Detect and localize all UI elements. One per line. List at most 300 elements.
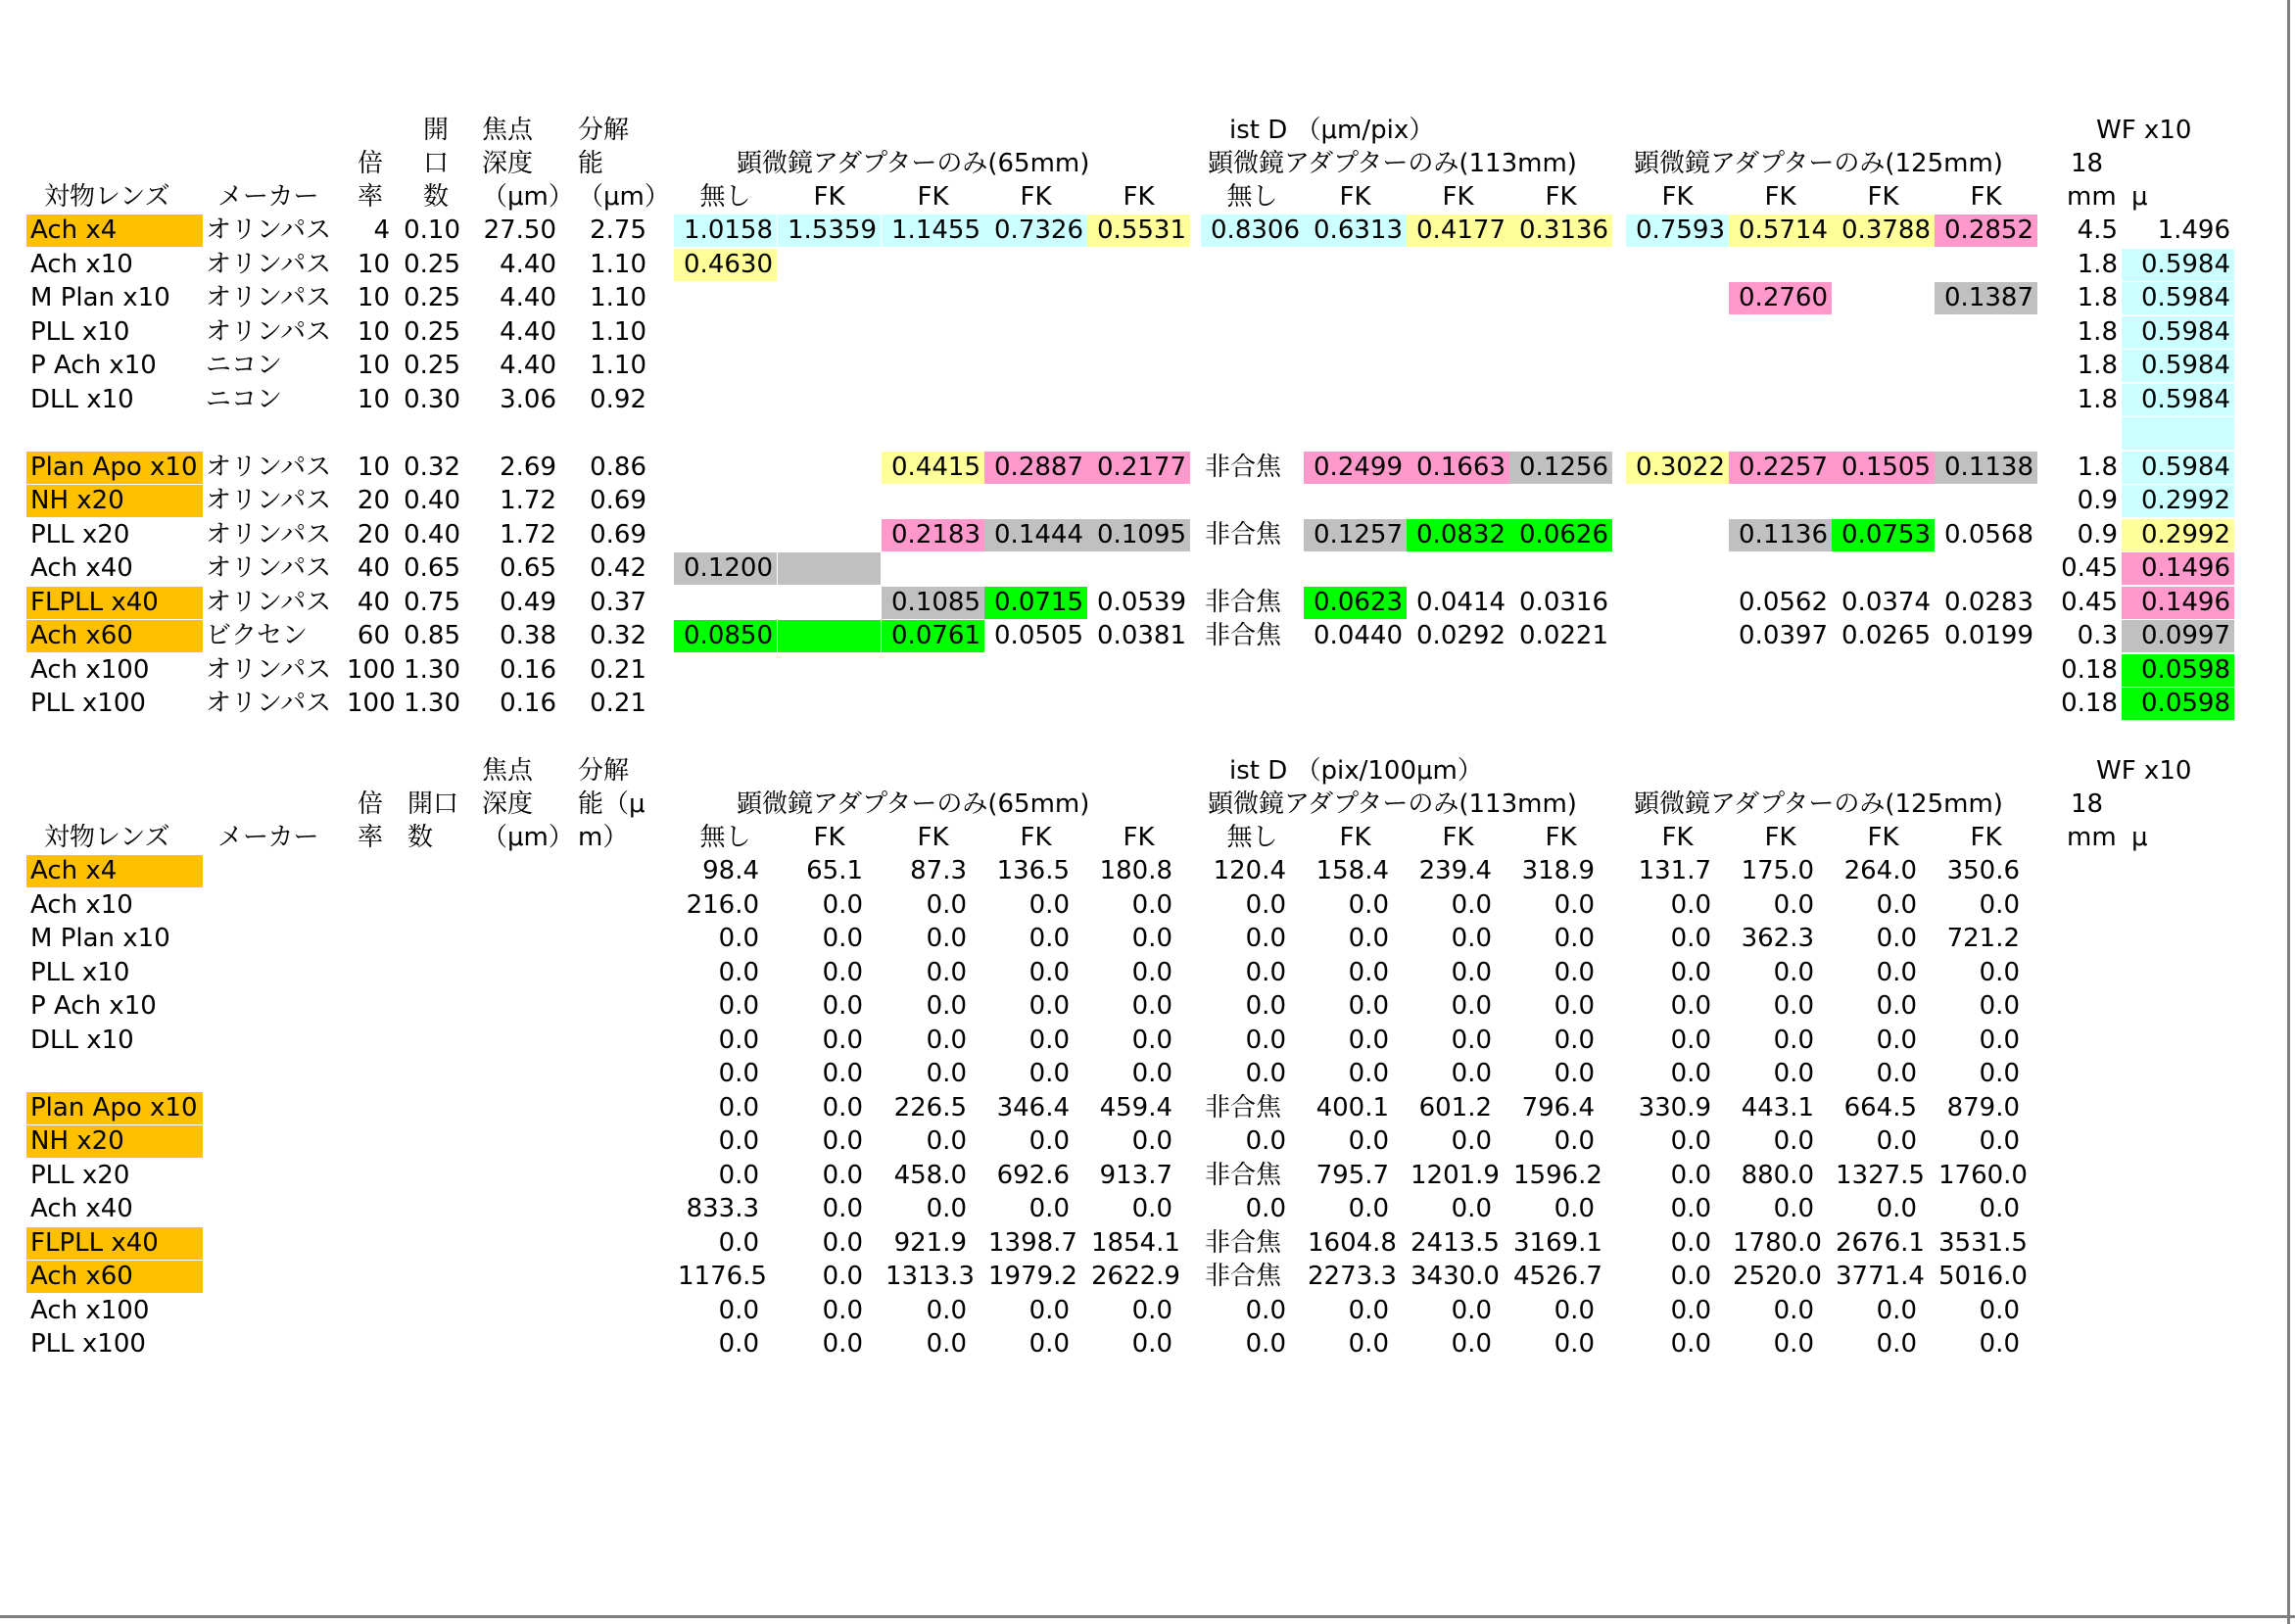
wf-mm: [2047, 417, 2122, 450]
value-cell: [882, 316, 984, 349]
value-cell: [1509, 384, 1612, 416]
wf-mu: 0.0598: [2122, 688, 2234, 720]
value-cell: 0.1256: [1509, 452, 1612, 484]
value-cell: 0.0283: [1944, 588, 2033, 617]
value-cell: 0.0: [926, 958, 967, 987]
value-cell: [1407, 282, 1509, 314]
resolution: 0.69: [590, 486, 646, 515]
value-cell: 0.0: [1773, 991, 1814, 1021]
lens-name: NH x20: [26, 1125, 203, 1158]
column-header-3: FK: [1020, 182, 1052, 212]
value-cell: [984, 282, 1087, 314]
value-cell: [1832, 654, 1935, 687]
value-cell: 0.0: [1028, 1296, 1070, 1325]
value-cell: 0.0: [822, 890, 863, 920]
value-cell: 0.0: [1348, 1026, 1389, 1055]
group-65mm: 顕微鏡アダプターのみ(65mm): [737, 789, 1090, 819]
value-cell: [984, 350, 1087, 382]
lens-name: Ach x40: [30, 553, 133, 583]
lens-name: Ach x4: [26, 215, 203, 247]
value-cell: 1176.5: [678, 1262, 767, 1291]
value-cell: 0.0: [926, 991, 967, 1021]
value-cell: [1626, 688, 1729, 720]
value-cell: 0.0: [1348, 924, 1389, 953]
value-cell: 264.0: [1843, 856, 1917, 885]
wf-mm: 0.18: [2061, 655, 2118, 685]
header-dof-0: 焦点: [482, 116, 534, 145]
wf-mm: 0.18: [2061, 689, 2118, 718]
value-cell: 0.1200: [674, 552, 777, 585]
magnification: 100: [347, 689, 396, 718]
column-header-11: FK: [1867, 182, 1899, 212]
value-cell: [882, 654, 984, 687]
value-cell: [1087, 350, 1190, 382]
value-cell: [1407, 552, 1509, 585]
value-cell: [1626, 519, 1729, 551]
lens-name: Ach x100: [30, 1296, 150, 1325]
value-cell: 1398.7: [988, 1228, 1077, 1258]
value-cell: 0.0: [1670, 1262, 1711, 1291]
value-cell: [1832, 316, 1935, 349]
value-cell: 0.0539: [1097, 588, 1186, 617]
numerical-aperture: 0.25: [404, 283, 460, 312]
value-cell: [674, 384, 777, 416]
value-cell: 0.0: [1670, 1059, 1711, 1088]
value-cell: 0.3788: [1832, 215, 1935, 247]
value-cell: 0.0: [718, 1093, 759, 1122]
value-cell: 0.0: [1348, 1126, 1389, 1156]
value-cell: 0.0: [1451, 1329, 1492, 1359]
value-cell: [1407, 485, 1509, 517]
value-cell: [1626, 249, 1729, 281]
value-cell: [674, 587, 777, 619]
value-cell: 0.0: [718, 1026, 759, 1055]
value-cell: [1509, 316, 1612, 349]
value-cell: 0.0: [822, 1228, 863, 1258]
header-mag-0: 倍: [358, 789, 384, 819]
value-cell: [1729, 384, 1832, 416]
value-cell: 3771.4: [1836, 1262, 1925, 1291]
header-mu: μ: [2131, 182, 2148, 212]
lens-name: Ach x100: [30, 655, 150, 685]
value-cell: [1626, 282, 1729, 314]
value-cell: [1509, 350, 1612, 382]
value-cell: 0.1387: [1935, 282, 2037, 314]
numerical-aperture: 0.75: [404, 588, 460, 617]
value-cell: 0.0: [1245, 991, 1286, 1021]
value-cell: [1832, 688, 1935, 720]
value-cell: 0.0: [926, 1194, 967, 1223]
wf-mm: 1.8: [2077, 250, 2118, 279]
value-cell: [1626, 316, 1729, 349]
maker-name: ビクセン: [206, 621, 309, 650]
value-cell: 0.7326: [984, 215, 1087, 247]
value-cell: 0.0: [1131, 1059, 1172, 1088]
value-cell: 0.0: [1028, 1329, 1070, 1359]
resolution: 2.75: [590, 215, 646, 245]
value-cell: 0.0: [1245, 1296, 1286, 1325]
value-cell: 0.0381: [1097, 621, 1186, 650]
magnification: 10: [357, 250, 390, 279]
value-cell: 0.7593: [1626, 215, 1729, 247]
value-cell: 0.0265: [1841, 621, 1931, 650]
value-cell: 362.3: [1741, 924, 1814, 953]
wf-mu: 0.5984: [2122, 350, 2234, 382]
header-na-0: 開口: [407, 789, 459, 819]
value-cell: 1979.2: [988, 1262, 1077, 1291]
value-cell: [778, 316, 881, 349]
numerical-aperture: [394, 417, 464, 450]
value-cell: 0.0: [1876, 1059, 1917, 1088]
resolution: 1.10: [590, 351, 646, 380]
value-cell: 1596.2: [1513, 1161, 1602, 1190]
resolution: 1.10: [590, 317, 646, 347]
value-cell: 0.1085: [882, 587, 984, 619]
value-cell: 0.1138: [1935, 452, 2037, 484]
value-cell: 0.0: [718, 1228, 759, 1258]
resolution: 1.10: [590, 283, 646, 312]
value-cell: 0.0440: [1314, 621, 1403, 650]
value-cell: [1304, 384, 1407, 416]
value-cell: 0.0: [718, 1161, 759, 1190]
value-cell: 0.0: [822, 1161, 863, 1190]
wf-mm: 0.9: [2077, 520, 2118, 549]
value-cell: [882, 249, 984, 281]
column-header-11: FK: [1867, 823, 1899, 852]
maker-name: [202, 417, 349, 450]
lens-name: PLL x20: [30, 1161, 130, 1190]
value-cell: [1201, 249, 1304, 281]
value-cell: [984, 485, 1087, 517]
value-cell: 非合焦: [1205, 520, 1282, 549]
depth-of-focus: 1.72: [500, 486, 556, 515]
value-cell: 0.0: [1245, 890, 1286, 920]
value-cell: 0.0: [822, 1329, 863, 1359]
column-header-4: FK: [1123, 823, 1155, 852]
value-cell: 0.0: [822, 1194, 863, 1223]
maker-name: オリンパス: [206, 317, 332, 347]
value-cell: [1626, 587, 1729, 619]
value-cell: 0.0715: [984, 587, 1087, 619]
value-cell: 3531.5: [1938, 1228, 2028, 1258]
value-cell: 0.0: [1028, 924, 1070, 953]
value-cell: 0.3022: [1626, 452, 1729, 484]
value-cell: 0.0: [822, 1059, 863, 1088]
value-cell: [1626, 417, 1729, 450]
value-cell: [674, 654, 777, 687]
value-cell: [1935, 552, 2037, 585]
value-cell: 131.7: [1638, 856, 1711, 885]
value-cell: 0.0: [1451, 991, 1492, 1021]
value-cell: 0.0505: [994, 621, 1083, 650]
value-cell: [1509, 249, 1612, 281]
value-cell: [778, 282, 881, 314]
value-cell: [778, 519, 881, 551]
value-cell: 459.4: [1099, 1093, 1172, 1122]
value-cell: [1935, 316, 2037, 349]
group-113mm: 顕微鏡アダプターのみ(113mm): [1208, 149, 1577, 178]
value-cell: 0.0: [926, 1026, 967, 1055]
value-cell: 180.8: [1099, 856, 1172, 885]
maker-name: オリンパス: [206, 453, 332, 482]
wf-mm: 1.8: [2077, 283, 2118, 312]
value-cell: 601.2: [1418, 1093, 1492, 1122]
maker-name: オリンパス: [206, 486, 332, 515]
value-cell: [1407, 417, 1509, 450]
value-cell: [1407, 384, 1509, 416]
value-cell: 0.0: [1028, 890, 1070, 920]
value-cell: 0.0: [926, 1059, 967, 1088]
value-cell: [778, 654, 881, 687]
value-cell: 1313.3: [885, 1262, 975, 1291]
value-cell: 0.0: [822, 991, 863, 1021]
depth-of-focus: 0.16: [500, 655, 556, 685]
value-cell: 879.0: [1946, 1093, 2020, 1122]
value-cell: 0.0: [1876, 890, 1917, 920]
header-na-1: 口: [423, 149, 450, 178]
value-cell: 0.4630: [674, 249, 777, 281]
value-cell: 0.0: [718, 1059, 759, 1088]
value-cell: 796.4: [1521, 1093, 1595, 1122]
numerical-aperture: 0.25: [404, 317, 460, 347]
value-cell: 0.0: [1245, 1194, 1286, 1223]
value-cell: [778, 249, 881, 281]
lens-name: Ach x10: [30, 250, 133, 279]
value-cell: 0.0: [1131, 1026, 1172, 1055]
value-cell: 0.0: [926, 1126, 967, 1156]
page-border-bottom: [0, 1615, 2295, 1618]
wf-mu: 0.5984: [2122, 249, 2234, 281]
value-cell: 226.5: [893, 1093, 967, 1122]
value-cell: [778, 384, 881, 416]
value-cell: 0.0: [1554, 1329, 1595, 1359]
maker-name: ニコン: [206, 385, 283, 414]
header-dof-0: 焦点: [482, 756, 534, 786]
lens-name: PLL x100: [30, 689, 146, 718]
value-cell: 0.0: [1451, 1026, 1492, 1055]
value-cell: 0.0: [1670, 958, 1711, 987]
value-cell: 0.0: [1773, 1059, 1814, 1088]
value-cell: [1832, 552, 1935, 585]
value-cell: 0.0850: [674, 620, 777, 652]
numerical-aperture: 0.25: [404, 250, 460, 279]
numerical-aperture: 0.10: [404, 215, 460, 245]
value-cell: 0.0: [718, 1296, 759, 1325]
value-cell: 0.0316: [1519, 588, 1608, 617]
wf-mu: 0.5984: [2122, 282, 2234, 314]
depth-of-focus: 27.50: [483, 215, 556, 245]
value-cell: 833.3: [686, 1194, 759, 1223]
value-cell: 0.0: [822, 1026, 863, 1055]
lens-name: P Ach x10: [30, 991, 157, 1021]
value-cell: 0.2177: [1087, 452, 1190, 484]
wf-mm: 0.45: [2061, 588, 2118, 617]
value-cell: 1780.0: [1733, 1228, 1822, 1258]
value-cell: [882, 384, 984, 416]
value-cell: 0.4177: [1407, 215, 1509, 247]
magnification: [343, 417, 394, 450]
header-mag-0: 倍: [358, 149, 384, 178]
wf-number: 18: [2071, 149, 2104, 178]
wf-mu: 1.496: [2157, 215, 2230, 245]
column-header-2: FK: [917, 182, 949, 212]
maker-name: オリンパス: [206, 553, 332, 583]
value-cell: [1935, 350, 2037, 382]
value-cell: 98.4: [702, 856, 759, 885]
value-cell: 0.3136: [1509, 215, 1612, 247]
depth-of-focus: 0.16: [500, 689, 556, 718]
column-header-1: FK: [813, 182, 845, 212]
value-cell: [984, 249, 1087, 281]
value-cell: 0.0: [1028, 1194, 1070, 1223]
value-cell: 1327.5: [1836, 1161, 1925, 1190]
value-cell: 0.0: [1670, 1126, 1711, 1156]
value-cell: [984, 552, 1087, 585]
value-cell: 0.0: [1451, 958, 1492, 987]
resolution: 1.10: [590, 250, 646, 279]
value-cell: 0.5714: [1729, 215, 1832, 247]
depth-of-focus: 4.40: [500, 351, 556, 380]
wf-mu: 0.2992: [2122, 485, 2234, 517]
value-cell: [1087, 654, 1190, 687]
header-maker: メーカー: [217, 823, 319, 852]
value-cell: 1201.9: [1410, 1161, 1500, 1190]
value-cell: 2622.9: [1091, 1262, 1180, 1291]
value-cell: 239.4: [1418, 856, 1492, 885]
value-cell: 0.0: [1670, 1329, 1711, 1359]
value-cell: 0.0: [1451, 1059, 1492, 1088]
value-cell: 0.0: [1348, 958, 1389, 987]
value-cell: 0.0: [1348, 1059, 1389, 1088]
value-cell: 0.2760: [1729, 282, 1832, 314]
value-cell: 0.0: [1451, 1126, 1492, 1156]
column-header-9: FK: [1661, 182, 1694, 212]
value-cell: [778, 417, 881, 450]
value-cell: 0.0: [1028, 1059, 1070, 1088]
value-cell: 0.2852: [1935, 215, 2037, 247]
value-cell: 非合焦: [1205, 621, 1282, 650]
value-cell: 0.0: [1131, 1194, 1172, 1223]
value-cell: [1304, 485, 1407, 517]
value-cell: [1729, 249, 1832, 281]
value-cell: 87.3: [910, 856, 967, 885]
resolution: 0.86: [590, 453, 646, 482]
depth-of-focus: 4.40: [500, 283, 556, 312]
resolution: 0.21: [590, 655, 646, 685]
value-cell: 0.0: [1979, 1026, 2020, 1055]
value-cell: [1832, 350, 1935, 382]
value-cell: 0.0: [1670, 1228, 1711, 1258]
value-cell: 0.0: [822, 1296, 863, 1325]
lens-name: Ach x60: [26, 1261, 203, 1293]
value-cell: [1304, 350, 1407, 382]
maker-name: オリンパス: [206, 655, 332, 685]
lens-name: Ach x4: [26, 855, 203, 887]
value-cell: 0.0: [1670, 890, 1711, 920]
value-cell: 0.0: [718, 1126, 759, 1156]
value-cell: [1626, 552, 1729, 585]
maker-name: ニコン: [206, 351, 283, 380]
header-dof-2: （μm）: [482, 823, 574, 852]
value-cell: 0.0: [1876, 1026, 1917, 1055]
magnification: 10: [357, 385, 390, 414]
column-header-0: 無し: [699, 823, 751, 852]
magnification: 20: [357, 520, 390, 549]
column-header-9: FK: [1661, 823, 1694, 852]
value-cell: [1832, 249, 1935, 281]
value-cell: [778, 688, 881, 720]
wf-mm: 1.8: [2077, 453, 2118, 482]
column-header-10: FK: [1764, 823, 1796, 852]
value-cell: 0.1136: [1729, 519, 1832, 551]
value-cell: [1201, 654, 1304, 687]
value-cell: 458.0: [893, 1161, 967, 1190]
value-cell: [1407, 350, 1509, 382]
value-cell: 0.0: [1028, 1126, 1070, 1156]
value-cell: 4526.7: [1513, 1262, 1602, 1291]
wf-mu: 0.2992: [2122, 519, 2234, 551]
value-cell: 0.0: [1773, 1026, 1814, 1055]
column-header-0: 無し: [699, 182, 751, 212]
magnification: 4: [373, 215, 390, 245]
value-cell: 216.0: [686, 890, 759, 920]
value-cell: [1201, 552, 1304, 585]
lens-name: PLL x10: [30, 317, 130, 347]
group-125mm: 顕微鏡アダプターのみ(125mm): [1634, 789, 2003, 819]
value-cell: [1729, 654, 1832, 687]
header-res-1: 能（μ: [578, 789, 645, 819]
value-cell: 0.0: [1245, 1329, 1286, 1359]
column-header-5: 無し: [1226, 182, 1278, 212]
header-mu: μ: [2131, 823, 2148, 852]
value-cell: 0.2887: [984, 452, 1087, 484]
ist-title: ist D （pix/100μm）: [1229, 756, 1483, 786]
value-cell: 0.6313: [1304, 215, 1407, 247]
lens-name: FLPLL x40: [26, 587, 203, 619]
header-mm: mm: [2067, 823, 2117, 852]
value-cell: [1626, 350, 1729, 382]
value-cell: 158.4: [1315, 856, 1389, 885]
maker-name: オリンパス: [206, 588, 332, 617]
value-cell: [1304, 249, 1407, 281]
value-cell: 400.1: [1315, 1093, 1389, 1122]
value-cell: [1509, 485, 1612, 517]
value-cell: 0.0: [1876, 991, 1917, 1021]
value-cell: 0.0292: [1416, 621, 1506, 650]
value-cell: [674, 485, 777, 517]
value-cell: 0.0: [1028, 1026, 1070, 1055]
wf-mu: 0.0598: [2122, 654, 2234, 687]
value-cell: 0.0: [1876, 924, 1917, 953]
value-cell: [1087, 485, 1190, 517]
value-cell: [1407, 249, 1509, 281]
lens-name: M Plan x10: [30, 924, 170, 953]
value-cell: [1201, 350, 1304, 382]
wf-label: WF x10: [2096, 756, 2192, 786]
value-cell: [1201, 417, 1304, 450]
value-cell: 5016.0: [1938, 1262, 2028, 1291]
lens-name: Plan Apo x10: [26, 1092, 203, 1124]
column-header-5: 無し: [1226, 823, 1278, 852]
value-cell: 350.6: [1946, 856, 2020, 885]
value-cell: 0.0: [1876, 1126, 1917, 1156]
lens-name: Ach x10: [30, 890, 133, 920]
value-cell: 0.0: [1773, 1329, 1814, 1359]
maker-name: オリンパス: [206, 689, 332, 718]
value-cell: 0.0: [822, 958, 863, 987]
lens-name: P Ach x10: [30, 351, 157, 380]
value-cell: [882, 417, 984, 450]
